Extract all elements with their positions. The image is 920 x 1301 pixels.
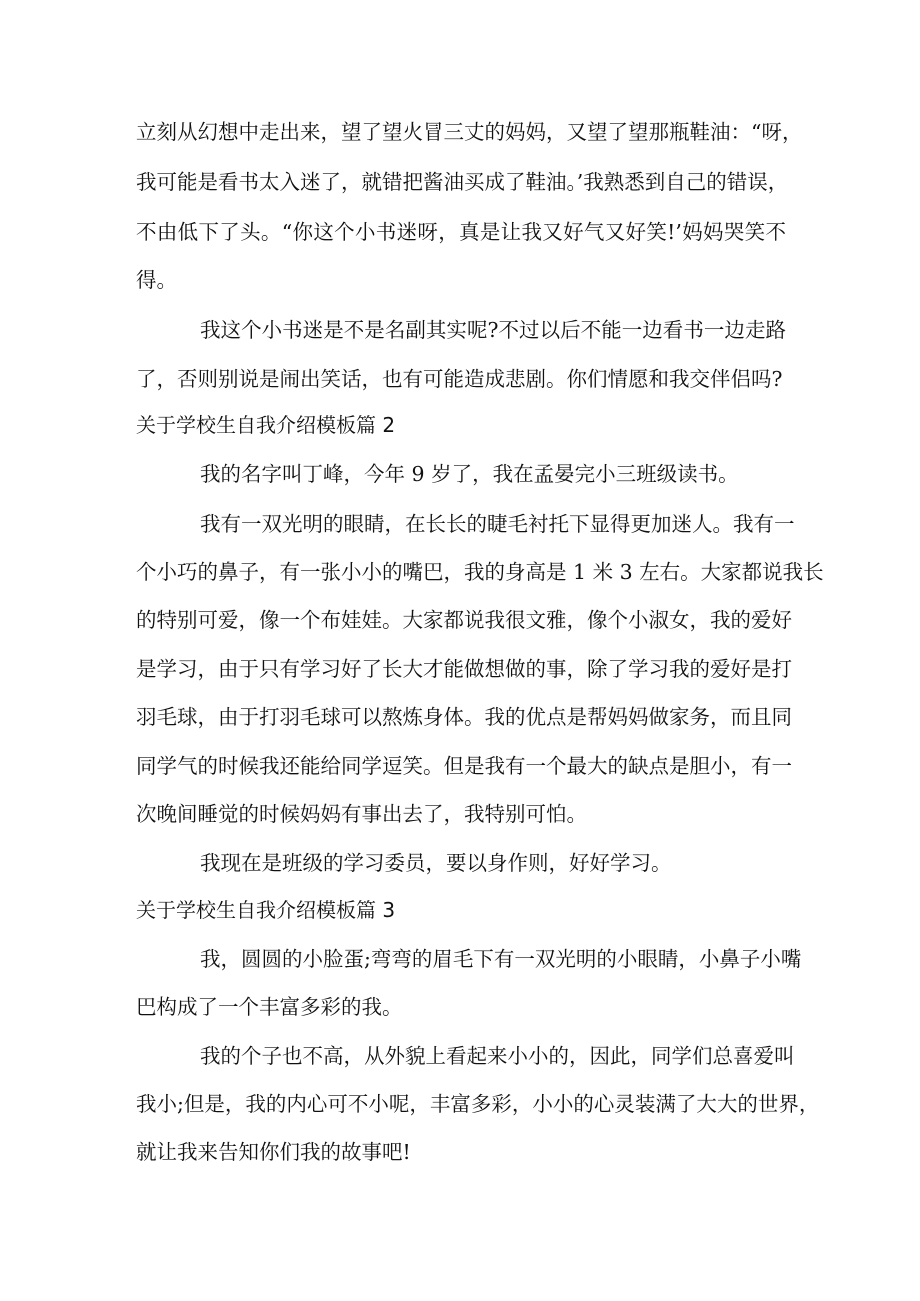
paragraph-line: 巴构成了一个丰富多彩的我。 <box>136 995 403 1019</box>
paragraph-line: 我，圆圆的小脸蛋;弯弯的眉毛下有一双光明的小眼睛，小鼻子小嘴 <box>200 947 802 971</box>
paragraph-line: 我的个子也不高，从外貌上看起来小小的，因此，同学们总喜爱叫 <box>200 1044 795 1068</box>
section-heading: 关于学校生自我介绍模板篇 2 <box>136 413 396 437</box>
paragraph-line: 我这个小书迷是不是名副其实呢?不过以后不能一边看书一边走路 <box>200 318 786 342</box>
paragraph-line: 我现在是班级的学习委员，要以身作则，好好学习。 <box>200 851 672 875</box>
paragraph-line: 我有一双光明的眼睛，在长长的睫毛衬托下显得更加迷人。我有一 <box>200 512 795 536</box>
paragraph-line: 我的名字叫丁峰，今年 9 岁了，我在孟晏完小三班级读书。 <box>200 462 739 486</box>
paragraph-line: 我小;但是，我的内心可不小呢，丰富多彩，小小的心灵装满了大大的世界， <box>136 1092 820 1116</box>
paragraph-line: 个小巧的鼻子，有一张小小的嘴巴，我的身高是 1 米 3 左右。大家都说我长 <box>136 560 824 584</box>
paragraph-line: 了，否则别说是闹出笑话，也有可能造成悲剧。你们情愿和我交伴侣吗? <box>136 367 783 391</box>
paragraph-line: 的特别可爱，像一个布娃娃。大家都说我很文雅，像个小淑女，我的爱好 <box>136 608 792 632</box>
paragraph-line: 次晚间睡觉的时候妈妈有事出去了，我特别可怕。 <box>136 802 587 826</box>
section-heading: 关于学校生自我介绍模板篇 3 <box>136 898 396 922</box>
paragraph-line: 同学气的时候我还能给同学逗笑。但是我有一个最大的缺点是胆小，有一 <box>136 754 792 778</box>
paragraph-line: 立刻从幻想中走出来，望了望火冒三丈的妈妈，又望了望那瓶鞋油：“呀， <box>136 120 803 144</box>
paragraph-line: 我可能是看书太入迷了，就错把酱油买成了鞋油。’我熟悉到自己的错误， <box>136 170 789 194</box>
paragraph-line: 羽毛球，由于打羽毛球可以熬炼身体。我的优点是帮妈妈做家务，而且同 <box>136 705 792 729</box>
paragraph-line: 是学习，由于只有学习好了长大才能做想做的事，除了学习我的爱好是打 <box>136 657 792 681</box>
paragraph-line: 就让我来告知你们我的故事吧! <box>136 1140 411 1164</box>
paragraph-line: 得。 <box>136 268 177 292</box>
paragraph-line: 不由低下了头。“你这个小书迷呀，真是让我又好气又好笑!’妈妈哭笑不 <box>136 220 786 244</box>
